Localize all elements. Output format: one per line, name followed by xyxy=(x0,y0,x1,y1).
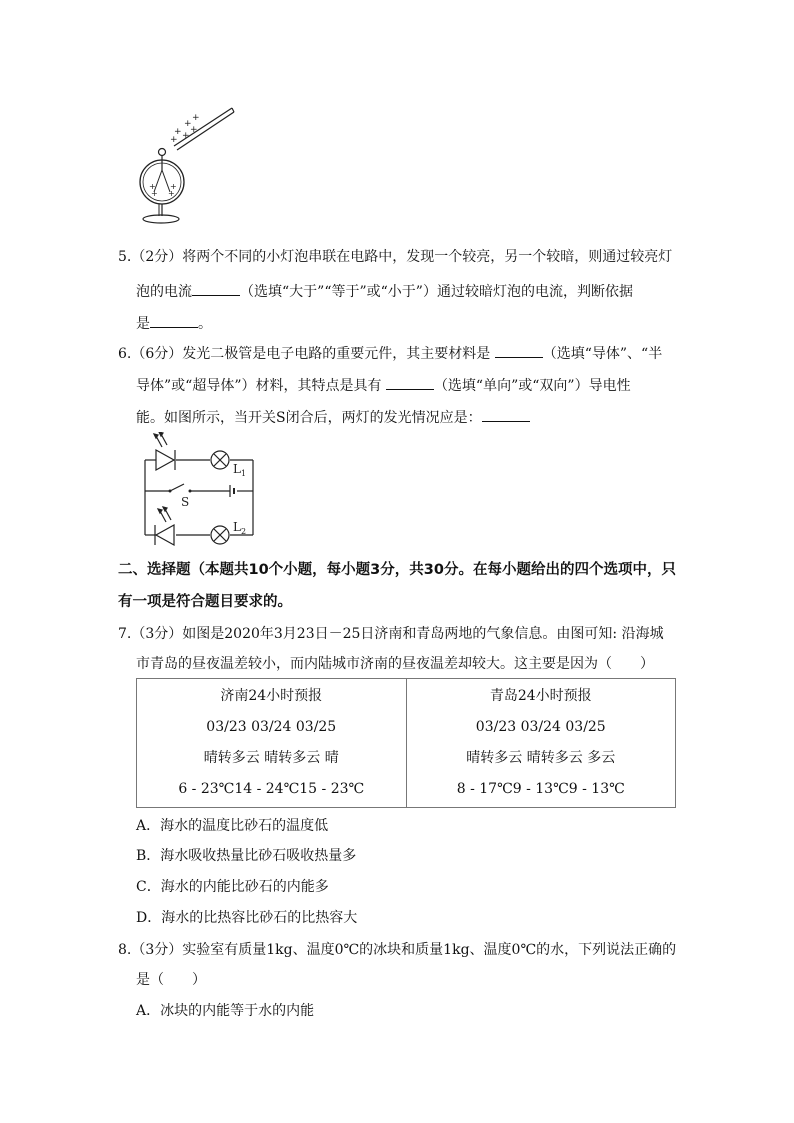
q5-line2: 泡的电流 （选填“大于”“等于”或“小于”）通过较暗灯泡的电流，判断依据 xyxy=(136,281,633,302)
jinan-weather: 晴转多云 晴转多云 晴 xyxy=(203,750,339,766)
glass-rod xyxy=(174,108,234,150)
q5-line3: 是 。 xyxy=(136,313,212,334)
rod-charges xyxy=(170,113,200,145)
jinan-title: 济南24小时预报 xyxy=(220,688,323,704)
label-l2: $L_2$ xyxy=(233,520,247,536)
label-l1: $L_1$ xyxy=(233,462,247,478)
q5-line1: 5.（2分）将两个不同的小灯泡串联在电路中，发现一个较亮，另一个较暗，则通过较亮灯 xyxy=(118,249,673,265)
weather-cell-qingdao xyxy=(406,679,676,808)
svg-text:+: + xyxy=(192,113,200,123)
q6-blank-3[interactable] xyxy=(482,407,530,422)
svg-text:+: + xyxy=(190,125,198,135)
circuit-diagram xyxy=(140,432,260,547)
q7-option-c[interactable]: C．海水的内能比砂石的内能多 xyxy=(136,879,329,895)
q6-line1: 6.（6分）发光二极管是电子电路的重要元件，其主要材料是 （选填“导体”、“半 xyxy=(118,343,662,364)
svg-text:+: + xyxy=(184,119,192,129)
section2-heading-line1: 二、选择题（本题共10个小题，每小题3分，共30分。在每小题给出的四个选项中，只 xyxy=(118,562,676,578)
q8-line1: 8.（3分）实验室有质量1kg、温度0℃的冰块和质量1kg、温度0℃的水，下列说法正确的 xyxy=(118,942,677,958)
q8-line2: 是（ ） xyxy=(136,972,206,988)
qingdao-temps: 8 - 17℃9 - 13℃9 - 13℃ xyxy=(456,781,625,797)
svg-text:+: + xyxy=(149,182,156,191)
q6-blank-2[interactable] xyxy=(386,375,434,390)
q7-line1: 7.（3分）如图是2020年3月23日－25日济南和青岛两地的气象信息。由图可知: 沿海城 xyxy=(118,626,664,642)
qingdao-title: 青岛24小时预报 xyxy=(489,688,592,704)
q6-blank-1[interactable] xyxy=(495,343,543,358)
lamp-l1 xyxy=(211,451,229,469)
qingdao-weather: 晴转多云 晴转多云 多云 xyxy=(466,750,616,766)
q6-line2: 导体”或“超导体”）材料，其特点是具有 （选填“单向”或“双向”）导电性 xyxy=(136,375,631,396)
electroscope-base xyxy=(143,215,179,223)
q8-option-a[interactable]: A．冰块的内能等于水的内能 xyxy=(136,1003,315,1019)
q7-line2: 市青岛的昼夜温差较小，而内陆城市济南的昼夜温差却较大。这主要是因为（ ） xyxy=(136,656,654,672)
label-switch: S xyxy=(181,495,190,509)
lamp-l2 xyxy=(211,526,229,544)
q7-option-b[interactable]: B．海水吸收热量比砂石吸收热量多 xyxy=(136,848,357,864)
svg-text:+: + xyxy=(174,127,182,137)
q5-blank-2[interactable] xyxy=(150,313,198,328)
svg-text:+: + xyxy=(170,135,178,145)
led-bottom xyxy=(155,507,174,545)
weather-cell-jinan xyxy=(137,679,407,808)
qingdao-dates: 03/23 03/24 03/25 xyxy=(475,719,606,735)
section2-heading-line2: 有一项是符合题目要求的。 xyxy=(118,594,292,610)
led-top xyxy=(154,432,175,470)
q5-blank-1[interactable] xyxy=(192,281,240,296)
svg-text:+: + xyxy=(170,182,177,191)
weather-table xyxy=(136,678,676,808)
electroscope-knob xyxy=(159,149,166,156)
electroscope-figure xyxy=(132,100,242,235)
svg-text:+: + xyxy=(151,189,158,198)
q7-option-d[interactable]: D．海水的比热容比砂石的比热容大 xyxy=(136,910,358,926)
q7-option-a[interactable]: A．海水的温度比砂石的温度低 xyxy=(136,818,329,834)
svg-text:+: + xyxy=(168,189,175,198)
jinan-dates: 03/23 03/24 03/25 xyxy=(206,719,337,735)
jinan-temps: 6 - 23℃14 - 24℃15 - 23℃ xyxy=(178,781,365,797)
q6-line3: 能。如图所示，当开关S闭合后，两灯的发光情况应是： xyxy=(136,407,530,428)
svg-text:+: + xyxy=(182,131,190,141)
